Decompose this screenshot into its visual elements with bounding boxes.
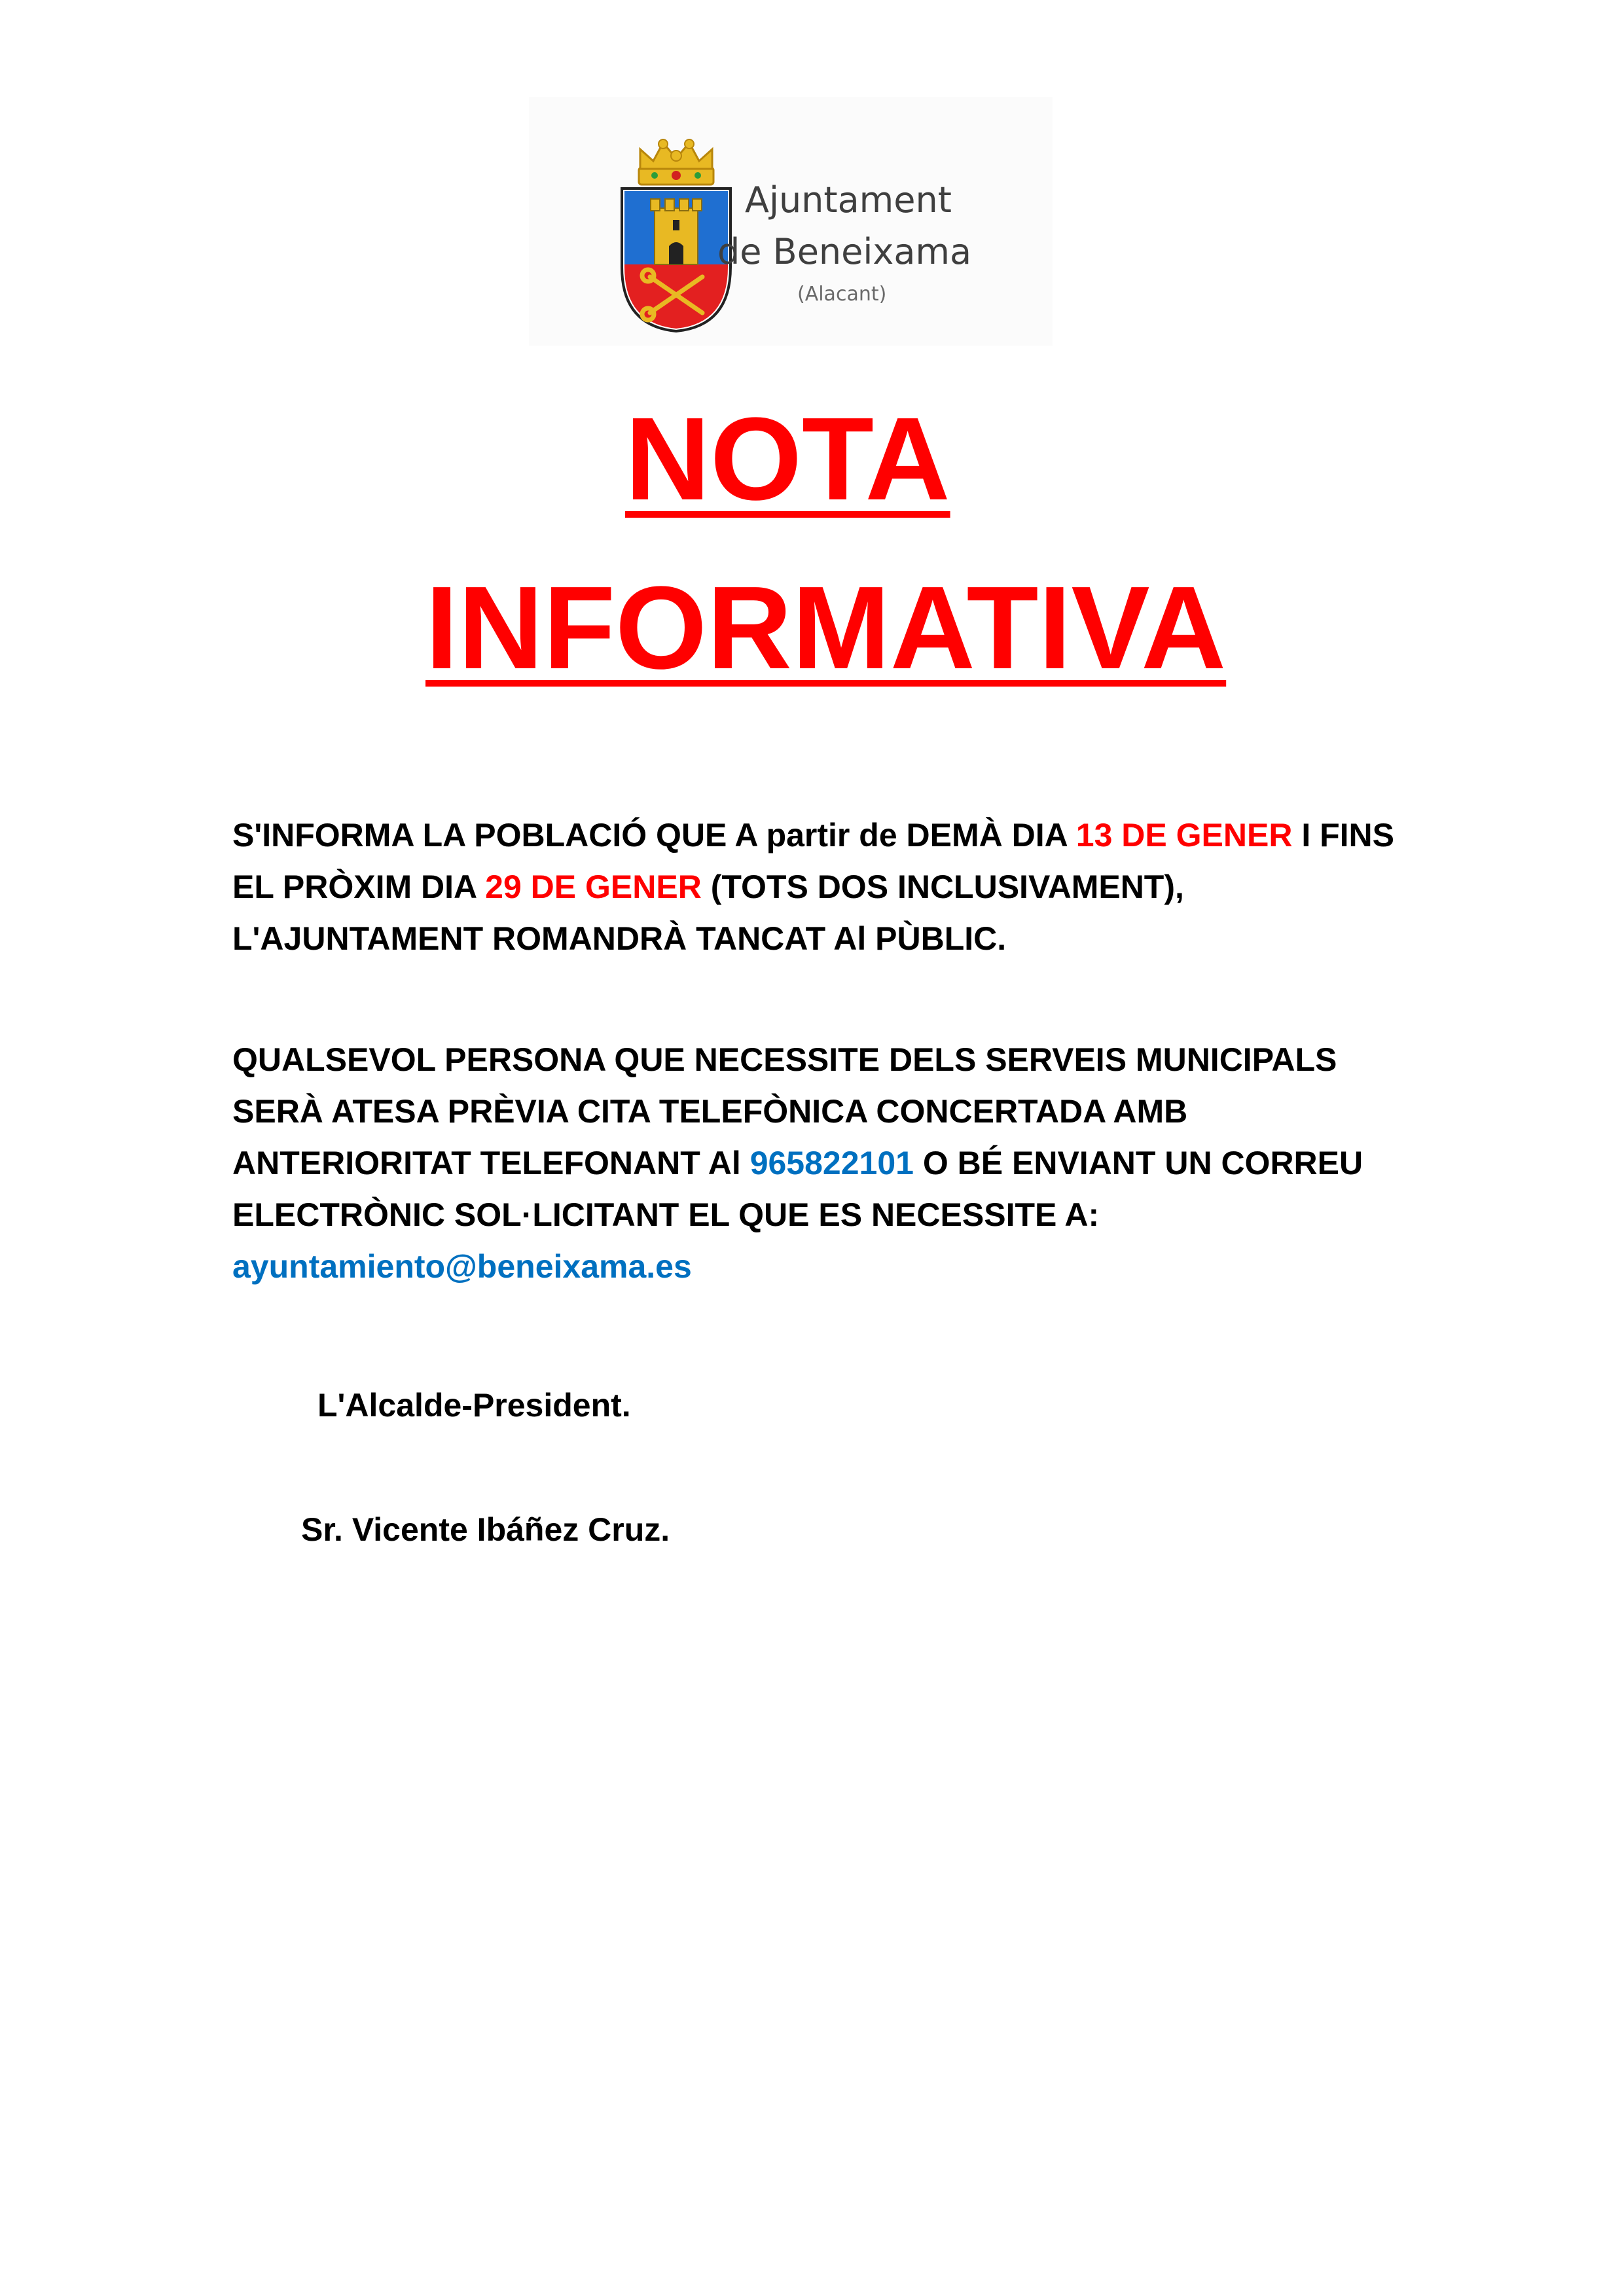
signature-role: L'Alcalde-President. — [317, 1387, 631, 1424]
paragraph-contact-info — [232, 1034, 1411, 1293]
logo-text-ajuntament: Ajuntament — [745, 179, 952, 221]
paragraph1-text-c: (TOTS DOS INCLUSIVAMENT), L'AJUNTAMENT ROMANDRÀ TANCAT Al PÙBLIC. — [232, 869, 1184, 957]
date-start: 13 DE GENER — [1075, 817, 1293, 853]
logo — [529, 97, 1053, 346]
title-informativa: INFORMATIVA — [425, 562, 1227, 694]
paragraph2-text-b: O BÉ ENVIANT UN CORREU ELECTRÒNIC SOL·LICITANT EL QUE ES NECESSITE A: — [232, 1145, 1373, 1233]
paragraph-closure-notice — [232, 810, 1411, 965]
title-nota: NOTA — [625, 393, 950, 525]
date-end: 29 DE GENER — [485, 869, 702, 905]
email-link[interactable]: ayuntamiento@beneixama.es — [232, 1248, 692, 1285]
phone-number[interactable]: 965822101 — [749, 1145, 914, 1181]
paragraph1-text-b: I FINS EL PRÒXIM DIA — [232, 817, 1395, 905]
signature-name: Sr. Vicente Ibáñez Cruz. — [301, 1511, 670, 1548]
logo-text-beneixama: de Beneixama — [717, 231, 972, 272]
paragraph2-text-a: QUALSEVOL PERSONA QUE NECESSITE DELS SERVEIS MUNICIPALS SERÀ ATESA PRÈVIA CITA TELEFÒNICA CONCERTADA AMB ANTERIORITAT TELEFONANT Al — [232, 1041, 1337, 1181]
logo-text-alacant: (Alacant) — [797, 283, 887, 306]
paragraph1-text-a: S'INFORMA LA POBLACIÓ QUE A partir de DEMÀ DIA — [232, 817, 1076, 853]
